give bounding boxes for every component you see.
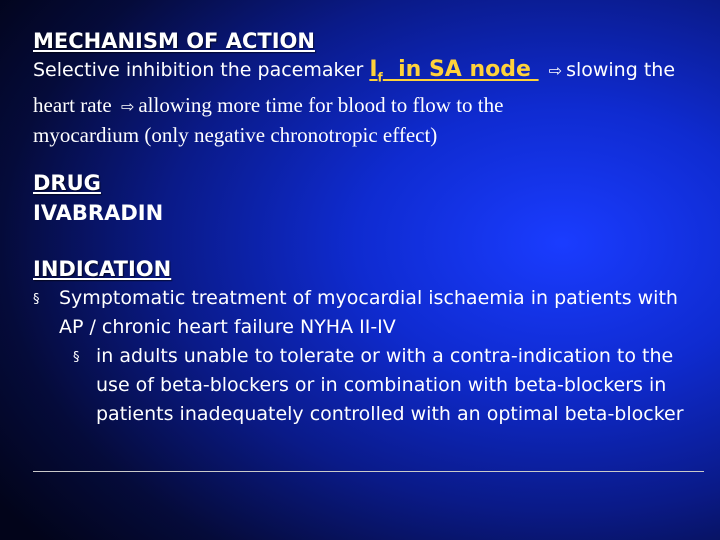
if-letter: I [369, 57, 378, 82]
mechanism-text-prefix: Selective inhibition the pacemaker [33, 59, 370, 81]
bullet-icon: § [73, 350, 80, 366]
drug-section [33, 168, 713, 228]
drug-heading: DRUG [33, 171, 101, 196]
divider-right [413, 471, 704, 472]
indication-bullet-2 [33, 342, 696, 429]
indication-section [33, 254, 713, 429]
if-highlight [369, 57, 539, 85]
mechanism-line-3: myocardium (only negative chronotropic effect) [33, 123, 438, 148]
mechanism-heading: MECHANISM OF ACTION [33, 29, 315, 53]
arrow-right-icon: ⇨ [548, 61, 563, 80]
indication-bullet-1 [33, 284, 679, 342]
mechanism-allowing: allowing more time for blood to flow to the [138, 93, 504, 118]
mechanism-line-1 [33, 56, 713, 91]
slide-content [33, 26, 713, 429]
indication-heading: INDICATION [33, 257, 172, 282]
sa-node-text: in SA node [382, 57, 539, 82]
divider-left [33, 471, 413, 472]
indication-bullet-2-text: in adults unable to tolerate or with a contra-indication to the use of beta-blockers or in combination with beta-blockers in patients inadequately controlled with an optimal beta-blocker [96, 345, 684, 426]
mechanism-line-2 [33, 91, 713, 121]
indication-bullet-1-text: Symptomatic treatment of myocardial ischaemia in patients with AP / chronic heart failure NYHA II-IV [59, 287, 678, 339]
indication-list [33, 284, 713, 429]
mechanism-heart-rate: heart rate [33, 93, 117, 118]
bullet-icon: § [33, 292, 40, 308]
mechanism-text-suffix: slowing the [566, 59, 676, 81]
mechanism-section [33, 26, 713, 149]
drug-name: IVABRADIN [33, 201, 164, 226]
if-subscript: f [377, 70, 383, 85]
arrow-right-icon: ⇨ [120, 97, 135, 117]
